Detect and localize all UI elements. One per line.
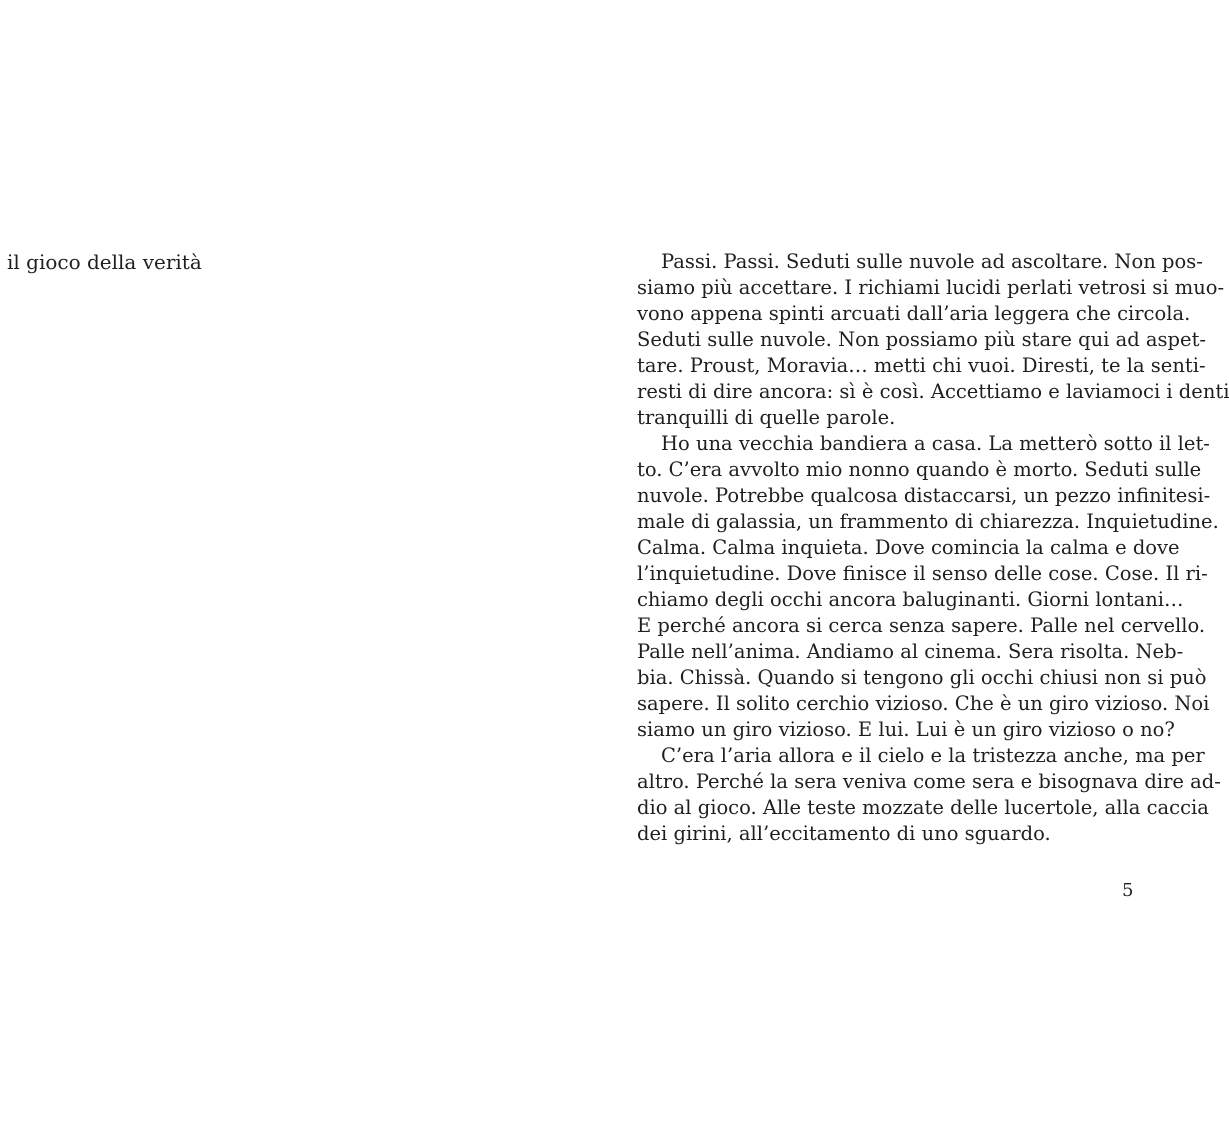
text-line: Calma. Calma inquieta. Dove comincia la calma e dove (637, 536, 1180, 559)
text-line: Passi. Passi. Seduti sulle nuvole ad ascoltare. Non pos- (661, 250, 1203, 273)
text-line: Seduti sulle nuvole. Non possiamo più stare qui ad aspet- (637, 328, 1206, 351)
text-line: E perché ancora si cerca senza sapere. Palle nel cervello. (637, 614, 1206, 637)
running-title: il gioco della verità (7, 250, 202, 274)
text-line: tare. Proust, Moravia… metti chi vuoi. Diresti, te la senti- (637, 354, 1206, 377)
text-line: siamo un giro vizioso. E lui. Lui è un giro vizioso o no? (637, 718, 1175, 741)
text-line: dei girini, all’eccitamento di uno sguardo. (637, 822, 1051, 845)
text-line: C’era l’aria allora e il cielo e la tristezza anche, ma per (661, 744, 1205, 767)
text-line: bia. Chissà. Quando si tengono gli occhi chiusi non si può (637, 666, 1207, 689)
paragraph (613, 249, 1229, 431)
page-number: 5 (1122, 880, 1134, 901)
text-line: Ho una vecchia bandiera a casa. La metterò sotto il let- (661, 432, 1210, 455)
text-line: tranquilli di quelle parole. (637, 406, 896, 429)
text-line: dio al gioco. Alle teste mozzate delle lucertole, alla caccia (637, 796, 1209, 819)
text-line: to. C’era avvolto mio nonno quando è morto. Seduti sulle (637, 458, 1202, 481)
text-line: resti di dire ancora: sì è così. Accettiamo e laviamoci i denti (637, 380, 1229, 403)
text-line: l’inquietudine. Dove finisce il senso delle cose. Cose. Il ri- (637, 562, 1208, 585)
text-line: vono appena spinti arcuati dall’aria leggera che circola. (637, 302, 1191, 325)
text-line: siamo più accettare. I richiami lucidi perlati vetrosi si muo- (637, 276, 1225, 299)
text-line: Palle nell’anima. Andiamo al cinema. Sera risolta. Neb- (637, 640, 1184, 663)
text-line: sapere. Il solito cerchio vizioso. Che è un giro vizioso. Noi (637, 692, 1210, 715)
text-line: nuvole. Potrebbe qualcosa distaccarsi, un pezzo infinitesi- (637, 484, 1211, 507)
body-text (613, 249, 1229, 847)
text-line: chiamo degli occhi ancora baluginanti. Giorni lontani… (637, 588, 1184, 611)
text-line: male di galassia, un frammento di chiarezza. Inquietudine. (637, 510, 1219, 533)
text-line: altro. Perché la sera veniva come sera e bisognava dire ad- (637, 770, 1221, 793)
paragraph (613, 431, 1219, 743)
paragraph (613, 743, 1221, 847)
